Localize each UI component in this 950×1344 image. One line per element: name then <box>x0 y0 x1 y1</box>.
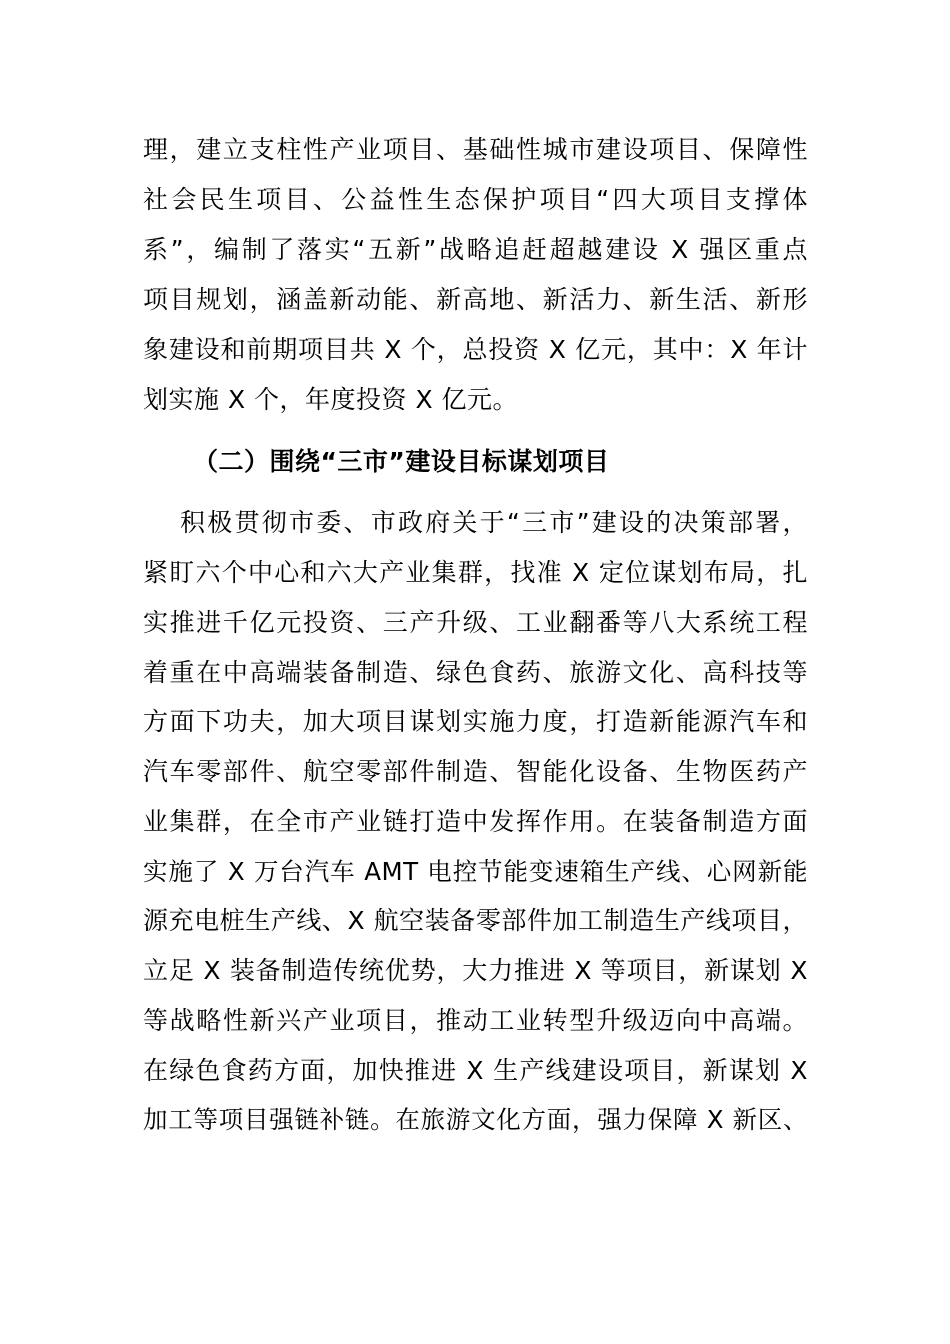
section-heading: （二）围绕“三市”建设目标谋划项目 <box>193 447 610 476</box>
paragraph-line: 方面下功夫，加大项目谋划实施力度，打造新能源汽车和 <box>143 707 808 736</box>
paragraph-line: 等战略性新兴产业项目，推动工业转型升级迈向中高端。 <box>143 1006 808 1035</box>
paragraph-line: 积极贯彻市委、市政府关于“三市”建设的决策部署， <box>180 508 808 537</box>
paragraph-line: 划实施 X 个，年度投资 X 亿元。 <box>143 385 519 414</box>
paragraph-line: 系”，编制了落实“五新”战略追赶超越建设 X 强区重点 <box>143 235 808 264</box>
paragraph-line: 业集群，在全市产业链打造中发挥作用。在装备制造方面 <box>143 807 808 836</box>
paragraph-line: 实推进千亿元投资、三产升级、工业翻番等八大系统工程 <box>143 608 808 637</box>
paragraph-line: 象建设和前期项目共 X 个，总投资 X 亿元，其中：X 年计 <box>143 335 808 364</box>
paragraph-line: 项目规划，涵盖新动能、新高地、新活力、新生活、新形 <box>143 285 808 314</box>
paragraph-line: 在绿色食药方面，加快推进 X 生产线建设项目，新谋划 X <box>143 1056 808 1085</box>
paragraph-line: 实施了 X 万台汽车 AMT 电控节能变速箱生产线、心网新能 <box>143 857 808 886</box>
paragraph-line: 社会民生项目、公益性生态保护项目“四大项目支撑体 <box>143 185 808 214</box>
paragraph-line: 加工等项目强链补链。在旅游文化方面，强力保障 X 新区、 <box>143 1105 808 1134</box>
paragraph-line: 立足 X 装备制造传统优势，大力推进 X 等项目，新谋划 X <box>143 956 808 985</box>
paragraph-line: 紧盯六个中心和六大产业集群，找准 X 定位谋划布局，扎 <box>143 558 808 587</box>
paragraph-line: 源充电桩生产线、X 航空装备零部件加工制造生产线项目， <box>143 906 808 935</box>
paragraph-line: 理，建立支柱性产业项目、基础性城市建设项目、保障性 <box>143 135 808 164</box>
paragraph-line: 汽车零部件、航空零部件制造、智能化设备、生物医药产 <box>143 757 808 786</box>
paragraph-line: 着重在中高端装备制造、绿色食药、旅游文化、高科技等 <box>143 658 808 687</box>
